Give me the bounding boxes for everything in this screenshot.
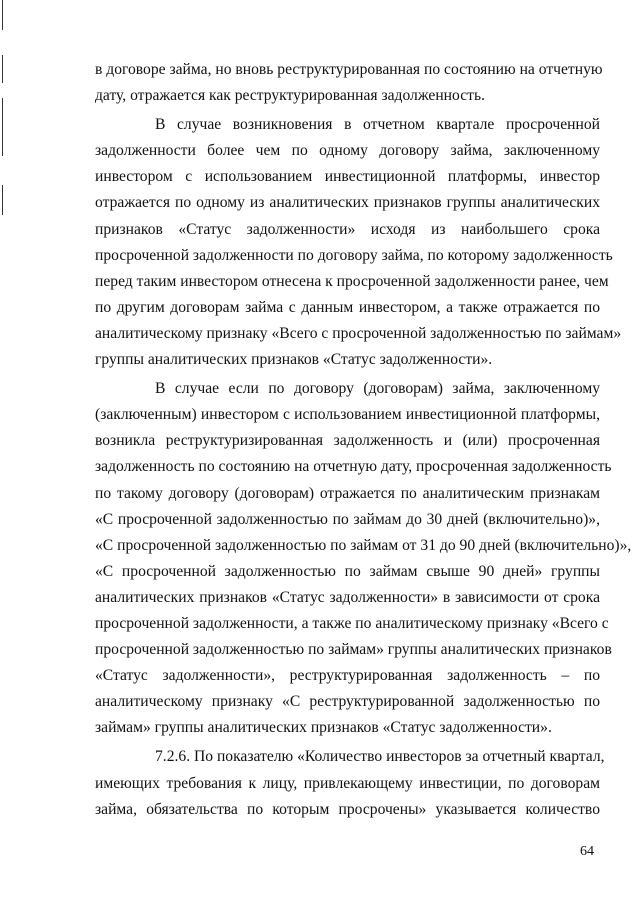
scan-edge-mark [2, 55, 3, 83]
page-number: 64 [580, 844, 594, 859]
text-line: (заключенным) инвестором с использованием инвестиционной платформы, [95, 406, 600, 424]
text-line: 7.2.6. По показателю «Количество инвесторов за отчетный квартал, [155, 748, 605, 766]
text-line: инвестором с использованием инвестиционной платформы, инвестор [95, 168, 600, 186]
text-line: просроченной задолженности по договору займа, по которому задолженность [95, 246, 613, 264]
text-line: аналитическому признаку «С реструктурированной задолженностью по [95, 693, 600, 711]
text-line: группы аналитических признаков «Статус задолженности». [95, 351, 493, 369]
document-body [95, 57, 632, 823]
text-line: дату, отражается как реструктурированная задолженность. [95, 87, 485, 105]
text-line: «С просроченной задолженностью по займам свыше 90 дней» группы [95, 562, 600, 580]
text-line: просроченной задолженностью по займам» группы аналитических признаков [95, 641, 612, 659]
paragraph [95, 744, 605, 822]
text-line: в договоре займа, но вновь реструктурированная по состоянию на отчетную [95, 61, 603, 78]
text-line: задолженности более чем по одному договору займа, заключенному [95, 142, 600, 160]
text-line: В случае если по договору (договорам) займа, заключенному [155, 380, 600, 398]
text-line: задолженность по состоянию на отчетную дату, просроченная задолженность [95, 458, 612, 476]
text-line: просроченной задолженности, а также по аналитическому признаку «Всего с [95, 614, 609, 632]
text-line: займам» группы аналитических признаков «Статус задолженности». [95, 719, 552, 737]
scan-edge-mark [2, 185, 3, 215]
text-line: по другим договорам займа с данным инвестором, а также отражается по [95, 298, 600, 316]
text-line: «С просроченной задолженностью по займам от 31 до 90 дней (включительно)», [95, 536, 632, 554]
text-line: имеющих требования к лицу, привлекающему инвестиции, по договорам [95, 774, 600, 792]
text-line: перед таким инвестором отнесена к просроченной задолженности ранее, чем [95, 272, 609, 290]
scan-edge-mark [2, 0, 3, 30]
document-page [95, 57, 632, 823]
scan-edge-mark [2, 98, 3, 156]
text-line: признаков «Статус задолженности» исходя из наибольшего срока [95, 220, 600, 238]
paragraph [95, 112, 622, 373]
text-line: В случае возникновения в отчетном квартале просроченной [155, 116, 600, 134]
text-line: «С просроченной задолженностью по займам до 30 дней (включительно)», [95, 510, 600, 528]
text-line: возникла реструктуризированная задолженность и (или) просроченная [95, 432, 600, 450]
text-line: займа, обязательства по которым просрочены» указывается количество [95, 800, 600, 818]
paragraph [95, 57, 603, 109]
paragraph [95, 376, 632, 741]
text-line: отражается по одному из аналитических признаков группы аналитических [95, 194, 600, 212]
text-line: аналитическому признаку «Всего с просроченной задолженностью по займам» [95, 324, 622, 342]
text-line: по такому договору (договорам) отражается по аналитическим признакам [95, 484, 600, 502]
text-line: аналитических признаков «Статус задолженности» в зависимости от срока [95, 588, 600, 606]
text-line: «Статус задолженности», реструктурированная задолженность – по [95, 667, 600, 685]
